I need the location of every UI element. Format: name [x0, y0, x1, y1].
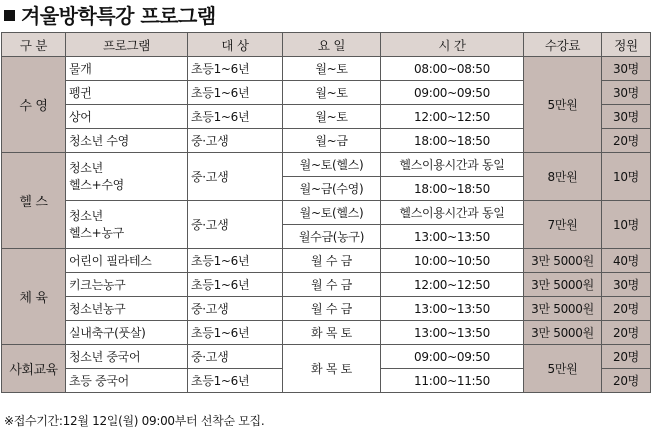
header-row: [2, 33, 651, 57]
days-cell: 월~토: [283, 57, 381, 81]
target-cell: 초등1~6년: [188, 321, 283, 345]
time-cell: 12:00~12:50: [381, 273, 524, 297]
days-cell: 월수금(농구): [283, 225, 381, 249]
category-pe: 체 육: [2, 249, 66, 345]
program-cell: 물개: [66, 57, 188, 81]
time-cell: 18:00~18:50: [381, 177, 524, 201]
target-cell: 초등1~6년: [188, 249, 283, 273]
table-row: [2, 297, 651, 321]
time-cell: 18:00~18:50: [381, 129, 524, 153]
header-days: 요 일: [283, 33, 381, 57]
table-row: [2, 201, 651, 225]
target-cell: 중·고생: [188, 297, 283, 321]
days-cell: 월 수 금: [283, 273, 381, 297]
page-title-text: 겨울방학특강 프로그램: [21, 4, 216, 28]
capacity-cell: 20명: [602, 297, 651, 321]
header-time: 시 간: [381, 33, 524, 57]
table-row: [2, 57, 651, 81]
time-cell: 11:00~11:50: [381, 369, 524, 393]
program-cell: [66, 153, 188, 201]
program-cell: 청소년 수영: [66, 129, 188, 153]
time-cell: 13:00~13:50: [381, 297, 524, 321]
capacity-cell: 20명: [602, 369, 651, 393]
target-cell: 초등1~6년: [188, 273, 283, 297]
target-cell: 중·고생: [188, 201, 283, 249]
table-row: [2, 345, 651, 369]
program-line: 헬스+농구: [69, 225, 124, 240]
program-line: 청소년: [69, 160, 103, 175]
program-cell: 펭귄: [66, 81, 188, 105]
program-cell: 상어: [66, 105, 188, 129]
capacity-cell: 30명: [602, 105, 651, 129]
fee-cell: 3만 5000원: [524, 249, 602, 273]
time-cell: 09:00~09:50: [381, 345, 524, 369]
target-cell: 중·고생: [188, 129, 283, 153]
fee-cell: 3만 5000원: [524, 321, 602, 345]
program-cell: [66, 201, 188, 249]
program-cell: 청소년농구: [66, 297, 188, 321]
fee-cell: 3만 5000원: [524, 273, 602, 297]
days-cell: 월~토: [283, 105, 381, 129]
days-cell: 월~토(헬스): [283, 201, 381, 225]
table-row: [2, 153, 651, 177]
program-cell: 키크는농구: [66, 273, 188, 297]
time-cell: 08:00~08:50: [381, 57, 524, 81]
header-category: 구 분: [2, 33, 66, 57]
time-cell: 13:00~13:50: [381, 321, 524, 345]
days-cell: 월~토: [283, 81, 381, 105]
capacity-cell: 30명: [602, 57, 651, 81]
fee-cell: 3만 5000원: [524, 297, 602, 321]
time-cell: 12:00~12:50: [381, 105, 524, 129]
capacity-cell: 30명: [602, 273, 651, 297]
registration-note: ※접수기간:12월 12일(월) 09:00부터 선착순 모집.: [4, 414, 265, 428]
capacity-cell: 20명: [602, 129, 651, 153]
days-cell: 월 수 금: [283, 297, 381, 321]
header-program: 프로그램: [66, 33, 188, 57]
time-cell: 10:00~10:50: [381, 249, 524, 273]
time-cell: 헬스이용시간과 동일: [381, 153, 524, 177]
capacity-cell: 30명: [602, 81, 651, 105]
days-cell: 월 수 금: [283, 249, 381, 273]
capacity-cell: 20명: [602, 345, 651, 369]
program-line: 청소년: [69, 208, 103, 223]
time-cell: 13:00~13:50: [381, 225, 524, 249]
program-cell: 어린이 필라테스: [66, 249, 188, 273]
table-row: [2, 273, 651, 297]
category-health: 헬 스: [2, 153, 66, 249]
program-table: [1, 32, 651, 393]
category-swim: 수 영: [2, 57, 66, 153]
square-bullet-icon: [4, 10, 15, 21]
fee-cell: 7만원: [524, 201, 602, 249]
days-cell: 월~금(수영): [283, 177, 381, 201]
capacity-cell: 10명: [602, 153, 651, 201]
page-title: [2, 2, 216, 30]
header-capacity: 정원: [602, 33, 651, 57]
category-social: 사회교육: [2, 345, 66, 393]
target-cell: 초등1~6년: [188, 105, 283, 129]
days-cell: 월~토(헬스): [283, 153, 381, 177]
program-cell: 청소년 중국어: [66, 345, 188, 369]
capacity-cell: 20명: [602, 321, 651, 345]
header-fee: 수강료: [524, 33, 602, 57]
target-cell: 중·고생: [188, 153, 283, 201]
days-cell: 화 목 토: [283, 321, 381, 345]
target-cell: 초등1~6년: [188, 57, 283, 81]
fee-cell: 5만원: [524, 345, 602, 393]
target-cell: 중·고생: [188, 345, 283, 369]
table-row: [2, 321, 651, 345]
program-cell: 초등 중국어: [66, 369, 188, 393]
days-cell: 화 목 토: [283, 345, 381, 393]
time-cell: 헬스이용시간과 동일: [381, 201, 524, 225]
time-cell: 09:00~09:50: [381, 81, 524, 105]
program-line: 헬스+수영: [69, 177, 124, 192]
capacity-cell: 40명: [602, 249, 651, 273]
fee-cell: 8만원: [524, 153, 602, 201]
program-cell: 실내축구(풋살): [66, 321, 188, 345]
target-cell: 초등1~6년: [188, 81, 283, 105]
fee-cell: 5만원: [524, 57, 602, 153]
days-cell: 월~금: [283, 129, 381, 153]
capacity-cell: 10명: [602, 201, 651, 249]
table-row: [2, 249, 651, 273]
header-target: 대 상: [188, 33, 283, 57]
target-cell: 초등1~6년: [188, 369, 283, 393]
